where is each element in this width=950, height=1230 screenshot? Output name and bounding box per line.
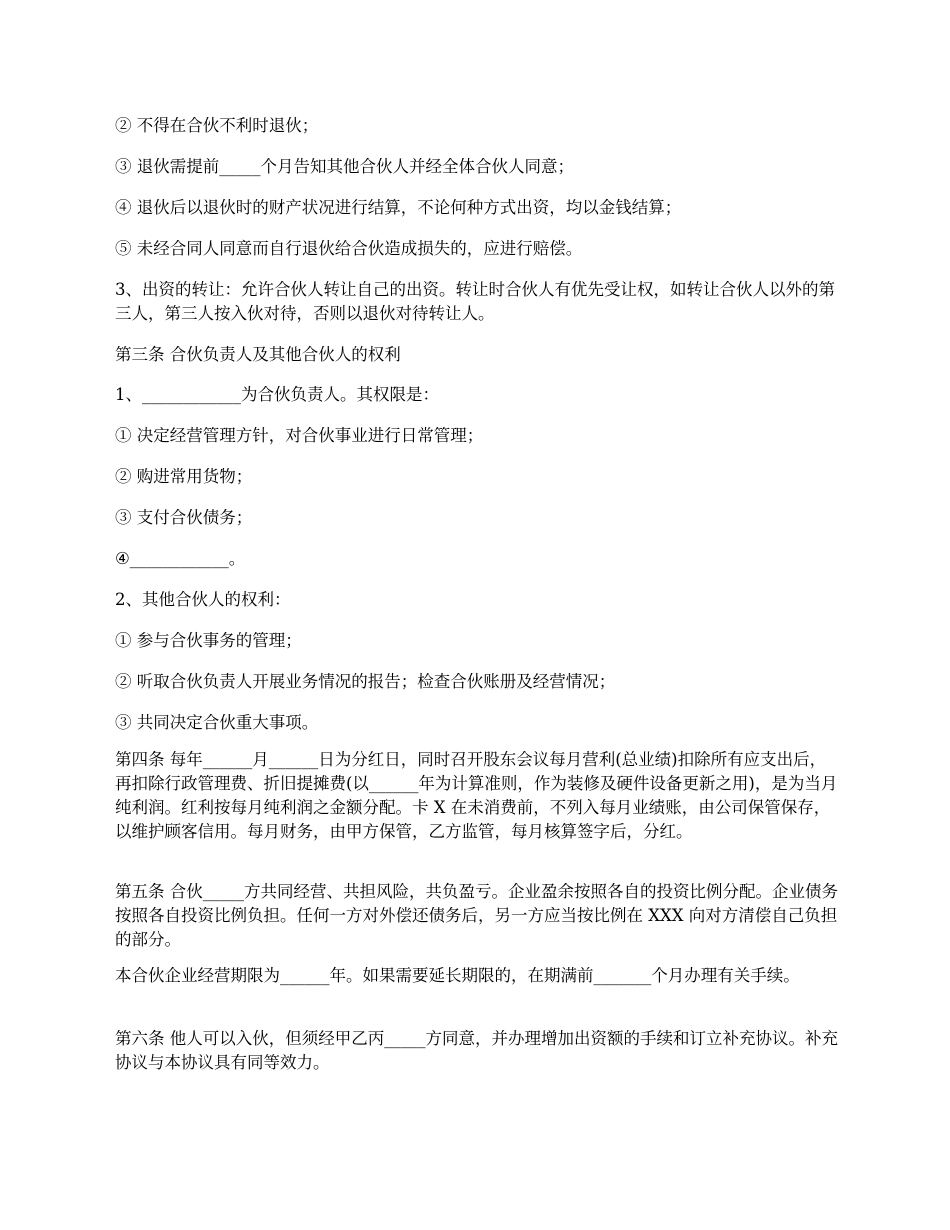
partner-right-1: ① 参与合伙事务的管理； [115, 631, 302, 650]
clause-withdraw-settlement: ④ 退伙后以退伙时的财产状况进行结算，不论何种方式出资，均以金钱结算； [115, 198, 682, 217]
leader-right-2: ② 购进常用货物； [115, 467, 253, 486]
leader-right-1: ① 决定经营管理方针，对合伙事业进行日常管理； [115, 426, 484, 445]
article-5: 第五条 合伙_____方共同经营、共担风险，共负盈亏。企业盈余按照各自的投资比例分配。企业债务按照各自投资比例负担。任何一方对外偿还债务后，另一方应当按比例在 XXX 向对方清偿自己负担的部分。 [115, 882, 838, 949]
clause-no-withdraw-when-unfavorable: ② 不得在合伙不利时退伙； [115, 116, 319, 135]
article-3-heading: 第三条 合伙负责人及其他合伙人的权利 [115, 345, 401, 364]
partner-right-2: ② 听取合伙负责人开展业务情况的报告；检查合伙账册及经营情况； [115, 672, 616, 691]
section-other-partner-rights: 2、其他合伙人的权利： [115, 590, 291, 609]
section-partner-leader: 1、____________为合伙负责人。其权限是： [115, 385, 439, 404]
business-term: 本合伙企业经营期限为______年。如果需要延长期限的，在期满前_______个月办理有关手续。 [115, 966, 800, 985]
leader-right-4: ④____________。 [115, 549, 246, 568]
leader-right-3: ③ 支付合伙债务； [115, 508, 253, 527]
article-4: 第四条 每年______月______日为分红日，同时召开股东会议每月营利(总业绩)扣除所有应支出后，再扣除行政管理费、折旧提摊费(以______年为计算准则，作为装修及硬件设备更新之用)，是为当月纯利润。红利按每月纯利润之金额分配。卡 X 在未消费前，不列入每月业绩账，由公司保管保存，以维护顾客信用。每月财务，由甲方保管，乙方监管，每月核算签字后，分红。 [115, 750, 838, 841]
partner-right-3: ③ 共同决定合伙重大事项。 [115, 713, 319, 732]
clause-withdraw-compensation: ⑤ 未经合同人同意而自行退伙给合伙造成损失的，应进行赔偿。 [115, 239, 583, 258]
clause-withdraw-notice: ③ 退伙需提前_____个月告知其他合伙人并经全体合伙人同意； [115, 157, 574, 176]
article-6: 第六条 他人可以入伙，但须经甲乙丙_____方同意，并办理增加出资额的手续和订立补充协议。补充协议与本协议具有同等效力。 [115, 1029, 838, 1072]
section-capital-transfer: 3、出资的转让：允许合伙人转让自己的出资。转让时合伙人有优先受让权，如转让合伙人以外的第三人，第三人按入伙对待，否则以退伙对待转让人。 [115, 280, 835, 323]
